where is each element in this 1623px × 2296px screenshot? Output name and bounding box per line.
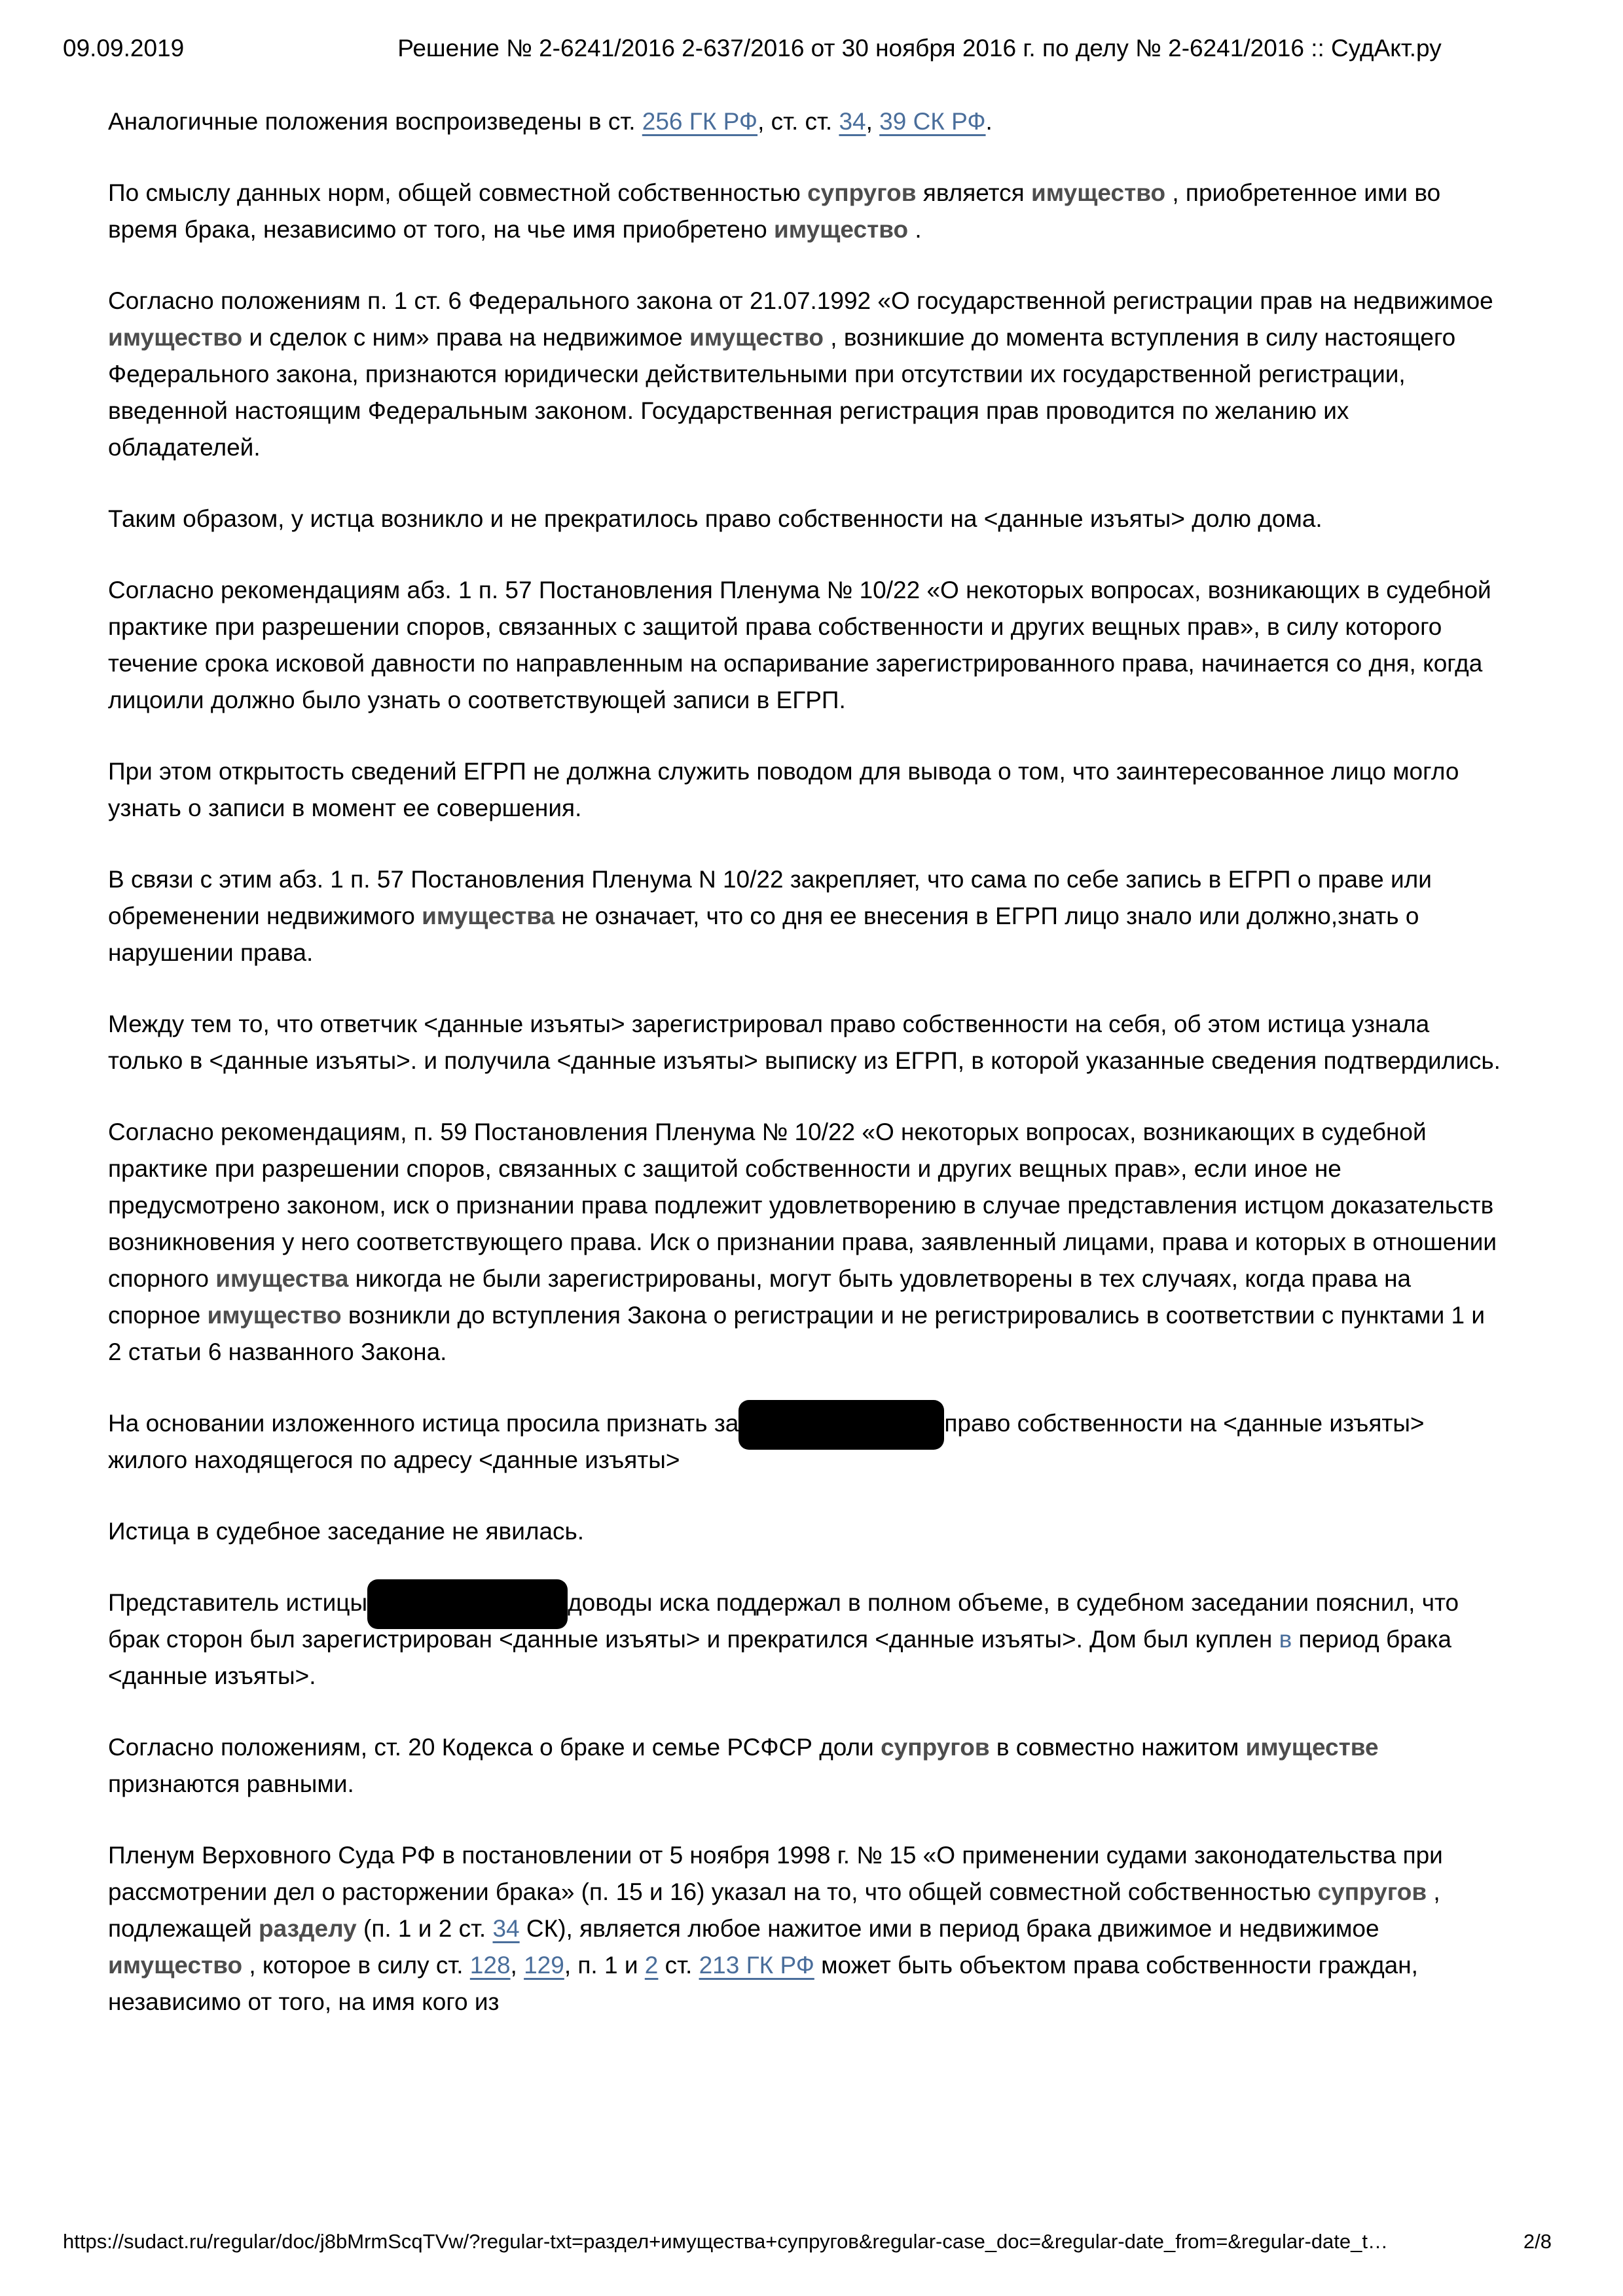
text-run: При этом открытость сведений ЕГРП не должна служить поводом для вывода о том, что заинтересованное лицо могло узнать о записи в момент ее совершения. <box>108 758 1459 821</box>
inline-link[interactable]: 39 СК РФ <box>879 108 986 135</box>
highlighted-term: супругов <box>881 1734 990 1761</box>
inline-link[interactable]: 256 ГК РФ <box>642 108 758 135</box>
text-run: На основании изложенного истица просила признать за <box>108 1410 739 1437</box>
text-run: , <box>866 108 880 135</box>
text-run: , ст. ст. <box>757 108 839 135</box>
highlighted-term: супругов <box>1317 1878 1427 1905</box>
text-run: возникли до вступления Закона о регистрации и не регистрировались в соответствии с пунктами 1 и 2 статьи 6 названного Закона. <box>108 1302 1486 1365</box>
paragraph <box>108 572 1501 719</box>
highlighted-term-blue: в <box>1279 1626 1292 1653</box>
highlighted-term: имущество <box>108 324 243 351</box>
text-run: ст. <box>658 1952 699 1979</box>
footer-source-url: https://sudact.ru/regular/doc/j8bMrmScqTVw/?regular-txt=раздел+имущества+супругов&regular-case_doc=&regular-date_from=&regular-date_t… <box>63 2230 1389 2253</box>
paragraph <box>108 1837 1501 2020</box>
text-run: Согласно рекомендациям, п. 59 Постановления Пленума № 10/22 «О некоторых вопросах, возникающих в судебной практике при разрешении споров, связанных с защитой собственности и других вещных прав», если иное не предусмотрено законом, иск о признании права подлежит удовлетворению в случае представления истцом доказательств возникновения у него соответствующего права. Иск о признании права, заявленный лицами, права и которых в отношении спорного <box>108 1119 1497 1292</box>
inline-link[interactable]: 213 ГК РФ <box>699 1952 814 1979</box>
document-body <box>108 103 1501 2020</box>
text-run: По смыслу данных норм, общей совместной собственностью <box>108 179 808 206</box>
text-run: и сделок с ним» права на недвижимое <box>242 324 689 351</box>
header-print-date: 09.09.2019 <box>63 35 185 62</box>
text-run: СК), является любое нажитое ими в период брака движимое и недвижимое <box>519 1915 1379 1942</box>
paragraph <box>108 753 1501 827</box>
text-run: . <box>985 108 993 135</box>
text-run: В связи с этим абз. 1 п. 57 Постановления Пленума N 10/22 закрепляет, что сама по себе запись в ЕГРП о праве или обременении недвижимого <box>108 866 1432 929</box>
text-run: период брака <данные изъяты>. <box>108 1626 1451 1689</box>
text-run: , п. 1 и <box>564 1952 645 1979</box>
text-run: в совместно нажитом <box>989 1734 1246 1761</box>
highlighted-term: имущество <box>689 324 824 351</box>
text-run: Аналогичные положения воспроизведены в ст. <box>108 108 642 135</box>
text-run: , которое в силу ст. <box>242 1952 470 1979</box>
paragraph <box>108 283 1501 466</box>
inline-link[interactable]: 128 <box>469 1952 511 1979</box>
paragraph <box>108 103 1501 140</box>
highlighted-term: имущества <box>422 903 555 929</box>
text-run: может быть объектом права собственности граждан, независимо от того, на имя кого из <box>108 1952 1418 2015</box>
paragraph <box>108 1006 1501 1079</box>
highlighted-term: супругов <box>807 179 917 206</box>
highlighted-term: разделу <box>259 1915 357 1942</box>
inline-link[interactable]: 34 <box>839 108 866 135</box>
paragraph <box>108 1729 1501 1803</box>
text-run: Согласно положениям, ст. 20 Кодекса о браке и семье РСФСР доли <box>108 1734 881 1761</box>
text-run: право собственности на <данные изъяты> жилого находящегося по адресу <данные изъяты> <box>108 1410 1425 1473</box>
text-run: , возникшие до момента вступления в силу настоящего Федерального закона, признаются юридически действительными при отсутствии их государственной регистрации, введенной настоящим Федеральным законом. Государственная регистрация прав проводится по желанию их обладателей. <box>108 324 1456 461</box>
text-run: Согласно положениям п. 1 ст. 6 Федерального закона от 21.07.1992 «О государственной регистрации прав на недвижимое <box>108 287 1493 314</box>
text-run: , <box>510 1952 524 1979</box>
text-run: Истица в судебное заседание не явилась. <box>108 1518 585 1545</box>
redaction-box <box>367 1579 568 1629</box>
highlighted-term: имуществе <box>1245 1734 1379 1761</box>
highlighted-term: имущества <box>215 1265 349 1292</box>
text-run: , приобретенное ими во время брака, независимо от того, на чье имя приобретено <box>108 179 1441 243</box>
paragraph <box>108 861 1501 971</box>
highlighted-term: имущество <box>774 216 909 243</box>
text-run: Представитель истицы <box>108 1589 368 1616</box>
text-run: Таким образом, у истца возникло и не прекратилось право собственности на <данные изъяты> долю дома. <box>108 505 1322 532</box>
text-run: доводы иска поддержал в полном объеме, в судебном заседании пояснил, что брак сторон был зарегистрирован <данные изъяты> и прекратился <данные изъяты>. Дом был куплен <box>108 1589 1459 1653</box>
text-run: не означает, что со дня ее внесения в ЕГРП лицо знало или должно,знать о нарушении права. <box>108 903 1419 966</box>
paragraph <box>108 1114 1501 1371</box>
text-run: Согласно рекомендациям абз. 1 п. 57 Постановления Пленума № 10/22 «О некоторых вопросах, возникающих в судебной практике при разрешении споров, связанных с защитой права собственности и других вещных прав», в силу которого течение срока исковой давности по направленным на оспаривание зарегистрированного права, начинается со дня, когда лицоили должно было узнать о соответствующей записи в ЕГРП. <box>108 577 1491 713</box>
inline-link[interactable]: 2 <box>644 1952 659 1979</box>
text-run: никогда не были зарегистрированы, могут быть удовлетворены в тех случаях, когда права на спорное <box>108 1265 1412 1329</box>
highlighted-term: имущество <box>207 1302 342 1329</box>
text-run: Между тем то, что ответчик <данные изъяты> зарегистрировал право собственности на себя, об этом истица узнала только в <данные изъяты>. и получила <данные изъяты> выписку из ЕГРП, в которой указанные сведения подтвердились. <box>108 1011 1501 1074</box>
paragraph <box>108 175 1501 248</box>
text-run: . <box>908 216 922 243</box>
text-run: признаются равными. <box>108 1770 354 1797</box>
inline-link[interactable]: 129 <box>524 1952 564 1979</box>
inline-link[interactable]: 34 <box>492 1915 520 1942</box>
paragraph <box>108 1585 1501 1695</box>
paragraph <box>108 501 1501 537</box>
text-run: , подлежащей <box>108 1878 1440 1942</box>
footer-page-number: 2/8 <box>1523 2230 1552 2253</box>
paragraph <box>108 1405 1501 1479</box>
highlighted-term: имущество <box>108 1952 243 1979</box>
paragraph <box>108 1513 1501 1550</box>
text-run: (п. 1 и 2 ст. <box>356 1915 493 1942</box>
redaction-box <box>739 1400 944 1450</box>
text-run: является <box>916 179 1031 206</box>
header-document-title: Решение № 2-6241/2016 2-637/2016 от 30 ноября 2016 г. по делу № 2-6241/2016 :: СудАкт.ру <box>397 35 1442 62</box>
text-run: Пленум Верховного Суда РФ в постановлении от 5 ноября 1998 г. № 15 «О применении судами законодательства при рассмотрении дел о расторжении брака» (п. 15 и 16) указал на то, что общей совместной собственностью <box>108 1842 1443 1905</box>
highlighted-term: имущество <box>1030 179 1166 206</box>
